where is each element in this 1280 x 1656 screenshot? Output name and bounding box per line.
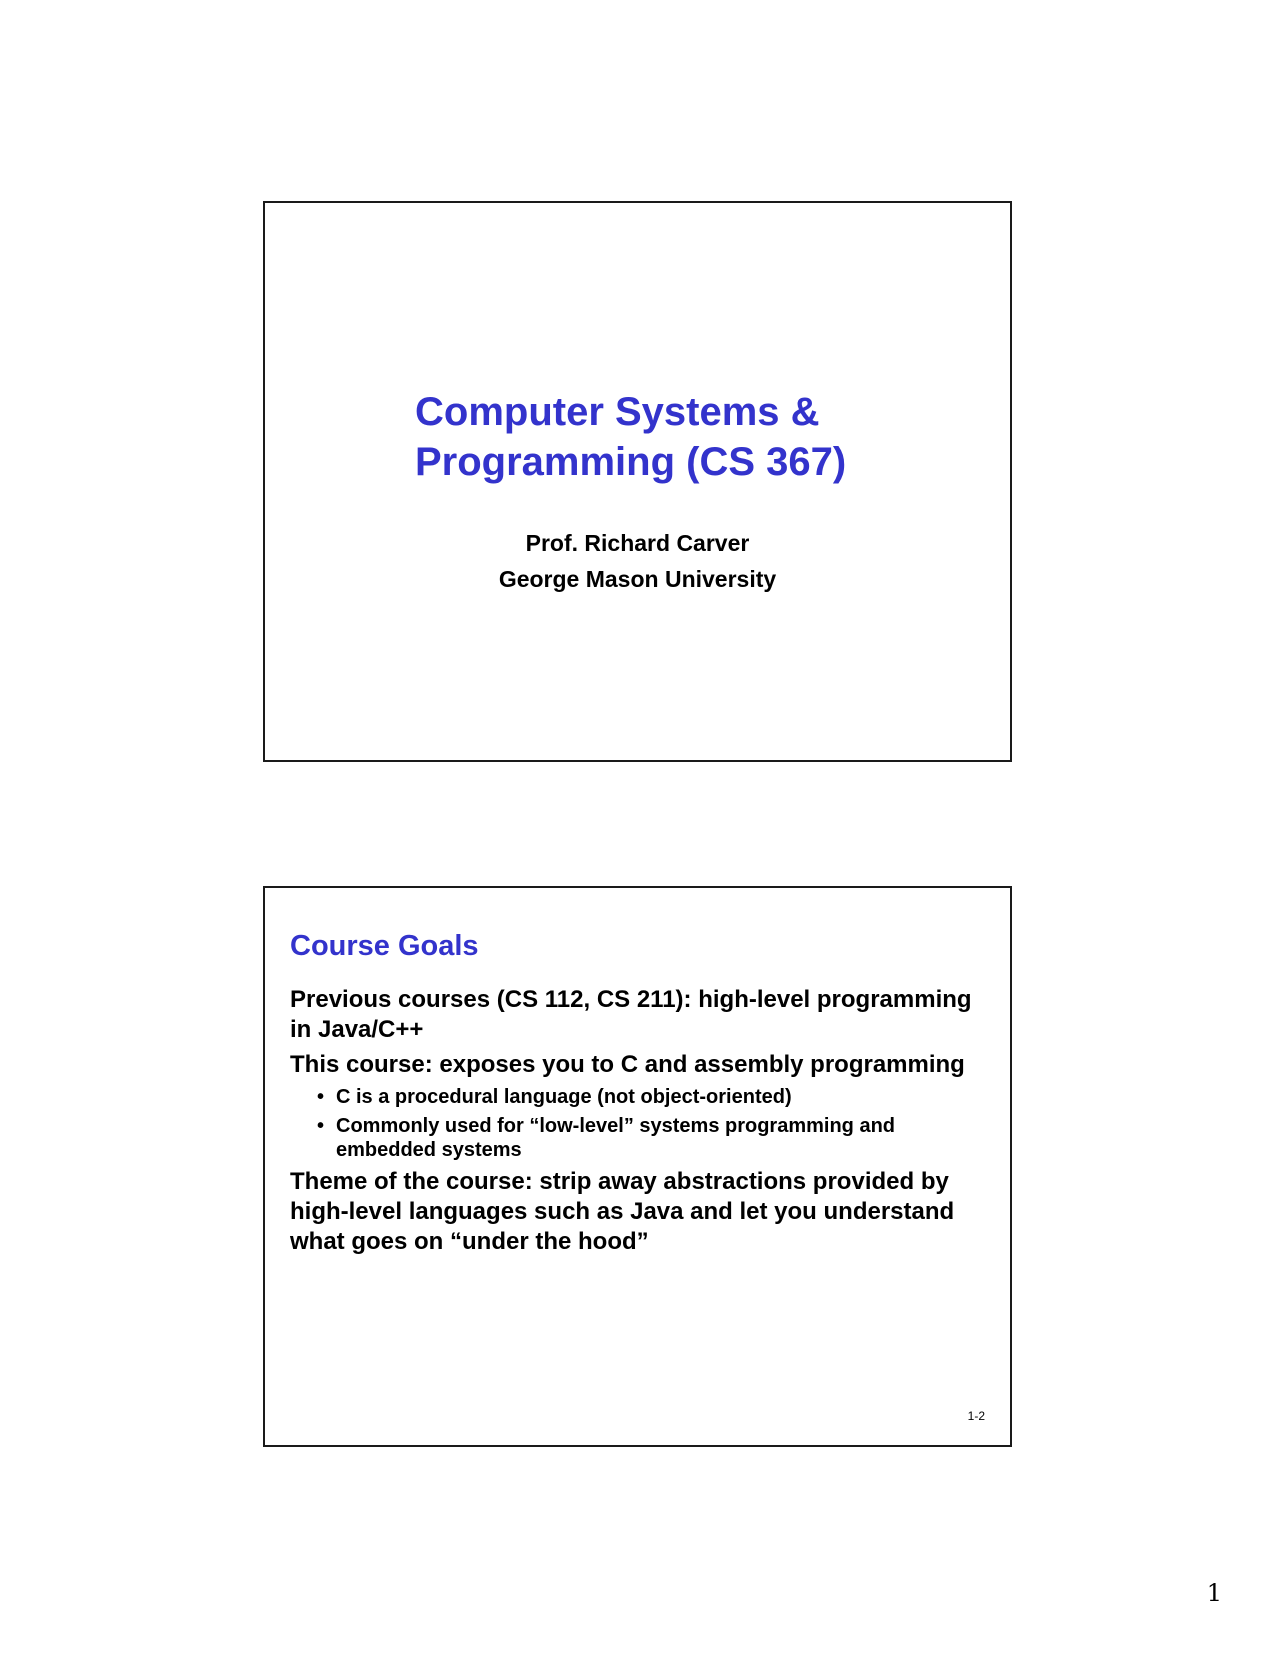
bullet-item bbox=[290, 1114, 990, 1162]
author-block bbox=[265, 525, 1010, 597]
slide-number: 1-2 bbox=[967, 1409, 985, 1423]
course-goals-slide bbox=[263, 886, 1012, 1447]
author-affiliation: George Mason University bbox=[498, 566, 777, 592]
page-number: 1 bbox=[1206, 1579, 1222, 1607]
paragraph-this-course: This course: exposes you to C and assembly programming bbox=[290, 1051, 965, 1078]
slide-title-line-2: Programming (CS 367) bbox=[415, 440, 847, 484]
bullet-list bbox=[290, 1085, 990, 1162]
slide-body bbox=[290, 985, 990, 1262]
bullet-icon: • bbox=[317, 1086, 325, 1108]
slide-heading: Course Goals bbox=[290, 930, 479, 962]
author-name: Prof. Richard Carver bbox=[525, 530, 750, 556]
bullet-text: Commonly used for “low-level” systems programming and embedded systems bbox=[336, 1115, 896, 1161]
paragraph-previous-courses: Previous courses (CS 112, CS 211): high-level programming in Java/C++ bbox=[290, 986, 972, 1043]
paragraph-theme: Theme of the course: strip away abstractions provided by high-level languages such as Java and let you understand what goes on “under the hood” bbox=[290, 1168, 955, 1255]
bullet-icon: • bbox=[317, 1115, 325, 1137]
bullet-item bbox=[290, 1085, 990, 1109]
bullet-text: C is a procedural language (not object-oriented) bbox=[336, 1086, 792, 1108]
slide-title bbox=[415, 387, 846, 487]
title-slide bbox=[263, 201, 1012, 762]
slide-title-line-1: Computer Systems & bbox=[415, 390, 820, 434]
